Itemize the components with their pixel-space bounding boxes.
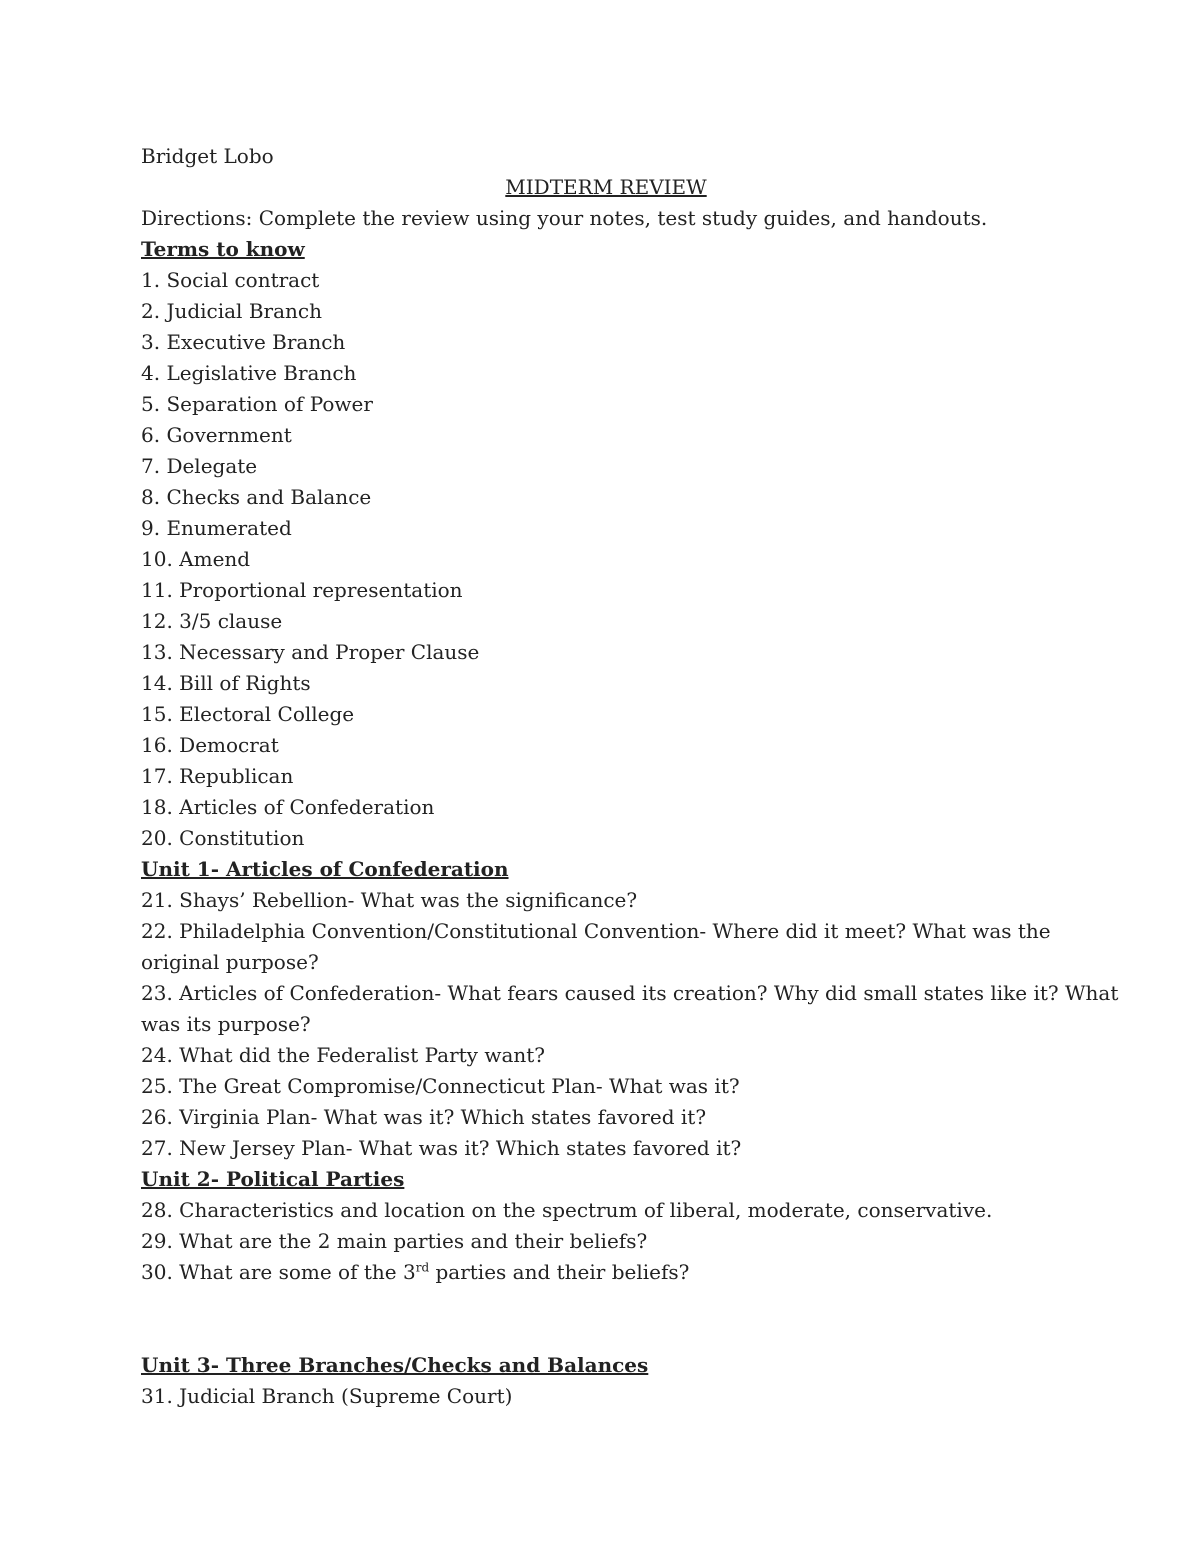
unit3-list	[141, 1381, 1071, 1412]
list-item: 3. Executive Branch	[141, 330, 346, 354]
list-item: 23. Articles of Confederation- What fears caused its creation? Why did small states like it? What	[141, 981, 1119, 1005]
document-page	[141, 141, 1119, 1412]
list-item: 27. New Jersey Plan- What was it? Which states favored it?	[141, 1136, 742, 1160]
list-item: 21. Shays’ Rebellion- What was the significance?	[141, 888, 638, 912]
superscript-ordinal: rd	[415, 1260, 430, 1275]
list-item-continuation: was its purpose?	[141, 1012, 311, 1036]
list-item: 4. Legislative Branch	[141, 361, 357, 385]
list-item: 18. Articles of Confederation	[141, 795, 435, 819]
list-item: 28. Characteristics and location on the spectrum of liberal, moderate, conservative.	[141, 1198, 993, 1222]
list-item: 29. What are the 2 main parties and their beliefs?	[141, 1229, 648, 1253]
unit1-heading: Unit 1- Articles of Confederation	[141, 857, 509, 881]
unit3-heading: Unit 3- Three Branches/Checks and Balances	[141, 1353, 649, 1377]
unit2-heading: Unit 2- Political Parties	[141, 1167, 405, 1191]
author-name: Bridget Lobo	[141, 144, 274, 168]
terms-list	[141, 265, 1071, 854]
list-item-text: parties and their beliefs?	[429, 1260, 690, 1284]
terms-heading: Terms to know	[141, 237, 305, 261]
list-item: 2. Judicial Branch	[141, 299, 322, 323]
list-item: 10. Amend	[141, 547, 251, 571]
list-item: 9. Enumerated	[141, 516, 292, 540]
list-item: 20. Constitution	[141, 826, 305, 850]
list-item: 7. Delegate	[141, 454, 258, 478]
list-item: 22. Philadelphia Convention/Constitutional Convention- Where did it meet? What was the	[141, 919, 1051, 943]
directions: Directions: Complete the review using your notes, test study guides, and handouts.	[141, 206, 988, 230]
list-item: 8. Checks and Balance	[141, 485, 372, 509]
list-item: 15. Electoral College	[141, 702, 355, 726]
list-item	[141, 1257, 1071, 1288]
unit2-list	[141, 1195, 1071, 1288]
unit1-list	[141, 885, 1119, 1164]
document-title: MIDTERM REVIEW	[505, 175, 707, 199]
list-item: 5. Separation of Power	[141, 392, 373, 416]
spacer	[141, 1288, 1071, 1350]
list-item: 24. What did the Federalist Party want?	[141, 1043, 546, 1067]
list-item: 11. Proportional representation	[141, 578, 463, 602]
list-item: 12. 3/5 clause	[141, 609, 283, 633]
list-item: 17. Republican	[141, 764, 294, 788]
list-item: 6. Government	[141, 423, 292, 447]
list-item: 16. Democrat	[141, 733, 279, 757]
list-item: 26. Virginia Plan- What was it? Which states favored it?	[141, 1105, 707, 1129]
list-item: 14. Bill of Rights	[141, 671, 311, 695]
list-item-continuation: original purpose?	[141, 950, 319, 974]
list-item: 13. Necessary and Proper Clause	[141, 640, 480, 664]
list-item: 25. The Great Compromise/Connecticut Plan- What was it?	[141, 1074, 740, 1098]
list-item: 1. Social contract	[141, 268, 320, 292]
list-item-text: 30. What are some of the 3	[141, 1260, 416, 1284]
list-item: 31. Judicial Branch (Supreme Court)	[141, 1384, 513, 1408]
